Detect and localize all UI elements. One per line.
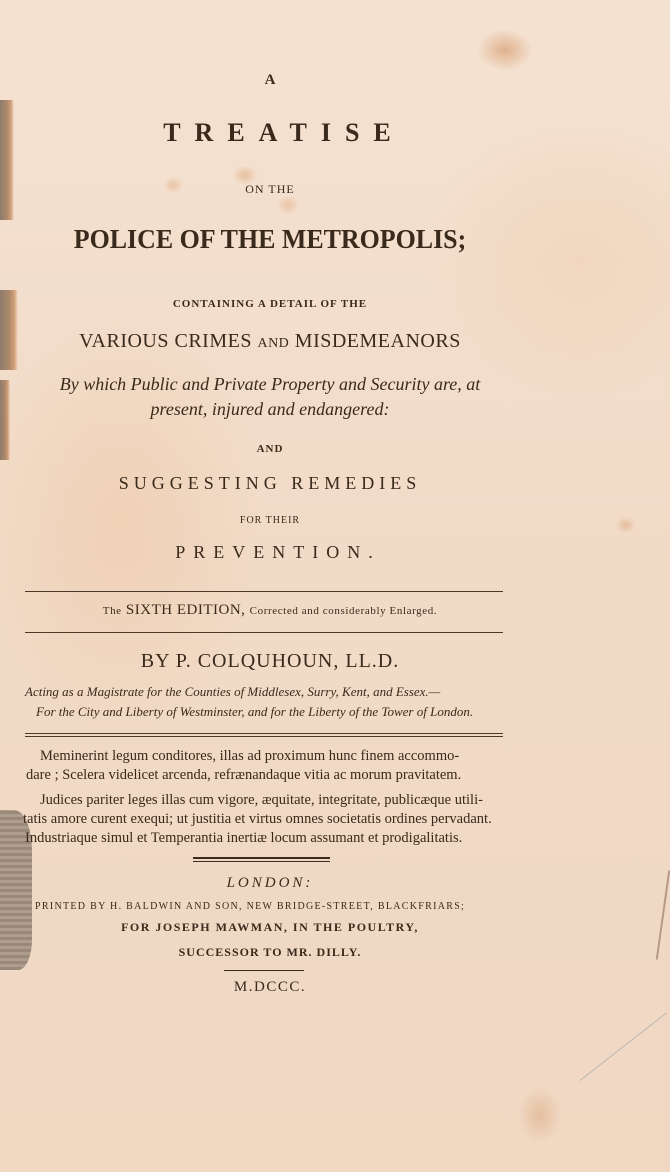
imprint-successor: SUCCESSOR TO MR. DILLY.: [178, 945, 362, 959]
edition-suffix: Corrected and considerably Enlarged.: [249, 605, 438, 617]
paper-crease: [580, 1012, 667, 1081]
imprint-publisher: FOR JOSEPH MAWMAN, IN THE POULTRY,: [121, 920, 419, 934]
subtitle-by-which: By which Public and Private Property and Security are, at: [59, 374, 481, 394]
subtitle-crimes: [0, 330, 540, 353]
subtitle-prevention: PREVENTION.: [175, 542, 381, 562]
paper-tear: [656, 870, 670, 959]
subtitle-crimes-part2: MISDEMEANORS: [289, 330, 461, 352]
subtitle-crimes-and: AND: [257, 336, 290, 351]
author-role-line1: Acting as a Magistrate for the Counties of Middlesex, Surry, Kent, and Essex.—: [25, 684, 441, 699]
imprint-printer: PRINTED BY H. BALDWIN AND SON, NEW BRIDGE-STREET, BLACKFRIARS;: [35, 901, 466, 912]
subtitle-containing: CONTAINING A DETAIL OF THE: [172, 298, 368, 310]
rule-divider: [25, 632, 503, 633]
title-subject: POLICE OF THE METROPOLIS;: [73, 224, 467, 254]
epigraph-line: dare ; Scelera videlicet arcenda, refrænandaque vitia ac morum pravitatem.: [26, 767, 462, 783]
edition-prefix: The: [102, 605, 122, 617]
epigraph-line: Industriaque simul et Temperantia inertiæ locum assumant et prodigalitatis.: [25, 830, 463, 846]
subtitle-and: AND: [256, 443, 284, 455]
title-main: TREATISE: [163, 118, 405, 147]
title-on-the: ON THE: [245, 182, 295, 196]
edition-statement: [0, 602, 540, 619]
epigraph-line: Judices pariter leges illas cum vigore, æquitate, integritate, publicæque utili-: [40, 792, 483, 808]
author-byline: BY P. COLQUHOUN, LL.D.: [140, 650, 400, 672]
imprint-city: LONDON:: [226, 875, 314, 891]
short-rule-divider: [224, 970, 304, 971]
double-rule-divider: [25, 733, 503, 737]
imprint-year: M.DCCC.: [233, 979, 307, 995]
subtitle-for-their: FOR THEIR: [239, 515, 301, 526]
subtitle-crimes-part1: VARIOUS CRIMES: [79, 330, 258, 352]
title-article: A: [264, 72, 276, 88]
rule-divider: [25, 591, 503, 592]
thick-rule-divider: [193, 857, 330, 862]
edition-main: SIXTH EDITION,: [121, 602, 250, 618]
epigraph-line: Meminerint legum conditores, illas ad proximum hunc finem accommo-: [40, 748, 460, 764]
subtitle-suggesting: SUGGESTING REMEDIES: [118, 473, 422, 493]
author-role-line2: For the City and Liberty of Westminster, and for the Liberty of the Tower of London.: [36, 704, 474, 719]
epigraph-line: tatis amore curent exequi; ut justitia et virtus omnes societatis ordines pervadant.: [23, 811, 492, 827]
subtitle-present: present, injured and endangered:: [150, 399, 390, 419]
